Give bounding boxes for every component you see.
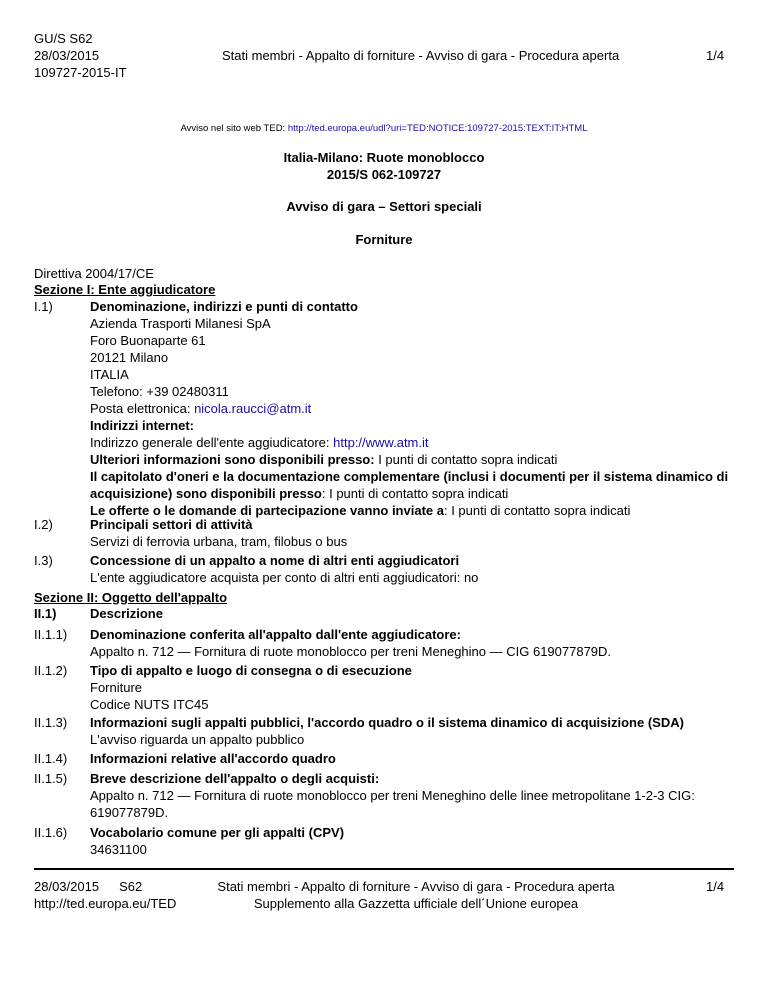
doc-category: Forniture (355, 232, 413, 247)
ii14-title: Informazioni relative all'accordo quadro (90, 751, 336, 766)
org-city: 20121 Milano (90, 350, 169, 365)
i1-content (90, 298, 735, 519)
web-label: Indirizzo generale dell'ente aggiudicatore: (90, 435, 334, 450)
footer-site: http://ted.europa.eu/TED (34, 896, 177, 911)
ii12-title: Tipo di appalto e luogo di consegna o di esecuzione (90, 663, 412, 678)
footer-divider (34, 868, 734, 870)
ted-notice (0, 123, 768, 135)
footer-title: Stati membri - Appalto di forniture - Avviso di gara - Procedura aperta (217, 879, 615, 894)
i3-value: L'ente aggiudicatore acquista per conto di altri enti aggiudicatori: no (90, 570, 479, 585)
ii16-value: 34631100 (90, 842, 147, 857)
ii12-number: II.1.2) (34, 663, 68, 678)
docs-value: : I punti di contatto sopra indicati (321, 486, 509, 501)
directive: Direttiva 2004/17/CE (34, 266, 154, 281)
ii15-number: II.1.5) (34, 771, 68, 786)
offers-label: Le offerte o le domande di partecipazione vanno inviate a (90, 503, 444, 518)
ii1-number: II.1) (34, 606, 57, 621)
i2-value: Servizi di ferrovia urbana, tram, filobus o bus (90, 534, 348, 549)
org-name: Azienda Trasporti Milanesi SpA (90, 316, 271, 331)
org-email-row (90, 400, 735, 417)
ii12-value-2: Codice NUTS ITC45 (90, 697, 209, 712)
i1-title: Denominazione, indirizzi e punti di contatto (90, 299, 358, 314)
header-left (34, 30, 127, 81)
section-i1 (34, 298, 734, 518)
org-country: ITALIA (90, 367, 129, 382)
footer-page: 1/4 (706, 879, 725, 894)
ii12-content (90, 662, 735, 713)
ii14-number: II.1.4) (34, 751, 68, 766)
more-info-row (90, 451, 735, 468)
footer-date-row (34, 878, 176, 895)
i3-number: I.3) (34, 553, 53, 568)
i3-content (90, 552, 735, 586)
doc-ref: 2015/S 062-109727 (326, 167, 442, 182)
email-label: Posta elettronica: (90, 401, 195, 416)
section-2-heading: Sezione II: Oggetto dell'appalto (34, 590, 228, 605)
ii1-title: Descrizione (90, 606, 163, 621)
ii15-value: Appalto n. 712 — Fornitura di ruote monoblocco per treni Meneghino delle linee metropolitane 1-2-3 CIG: 619077879D. (90, 788, 695, 820)
ii16-number: II.1.6) (34, 825, 68, 840)
email-link[interactable]: nicola.raucci@atm.it (194, 401, 312, 416)
ii16-title: Vocabolario comune per gli appalti (CPV) (90, 825, 345, 840)
i2-title: Principali settori di attività (90, 517, 253, 532)
org-street: Foro Buonaparte 61 (90, 333, 206, 348)
docs-label: Il capitolato d'oneri e la documentazione complementare (inclusi i documenti per il sistema dinamico di acquisizione) sono disponibili presso (90, 469, 729, 501)
docs-row (90, 468, 735, 502)
i2-content (90, 516, 735, 550)
internet-label: Indirizzi internet: (90, 418, 194, 433)
footer-subtitle: Supplemento alla Gazzetta ufficiale dell´Unione europea (253, 896, 579, 911)
footer-date: 28/03/2015 (34, 879, 100, 894)
header-page: 1/4 (706, 48, 725, 63)
header-notice-id: 109727-2015-IT (34, 65, 127, 80)
ii12-value-1: Forniture (90, 680, 143, 695)
i3-title: Concessione di un appalto a nome di altri enti aggiudicatori (90, 553, 460, 568)
ii11-content (90, 626, 735, 660)
header-date: 28/03/2015 (34, 48, 100, 63)
i1-number: I.1) (34, 299, 53, 314)
ii11-title: Denominazione conferita all'appalto dall'ente aggiudicatore: (90, 627, 461, 642)
footer-left (34, 878, 176, 912)
org-phone: Telefono: +39 02480311 (90, 384, 229, 399)
i2-number: I.2) (34, 517, 53, 532)
more-info-label: Ulteriori informazioni sono disponibili presso: (90, 452, 375, 467)
web-row (90, 434, 735, 451)
section-1-heading: Sezione I: Ente aggiudicatore (34, 282, 216, 297)
header-title: Stati membri - Appalto di forniture - Avviso di gara - Procedura aperta (222, 48, 620, 63)
web-link[interactable]: http://www.atm.it (333, 435, 429, 450)
footer-center (190, 878, 642, 912)
ii11-number: II.1.1) (34, 627, 68, 642)
ii13-content (90, 714, 735, 748)
ted-prefix: Avviso nel sito web TED: (180, 123, 288, 134)
footer-series: S62 (119, 879, 143, 894)
ii11-value: Appalto n. 712 — Fornitura di ruote monoblocco per treni Meneghino — CIG 619077879D. (90, 644, 612, 659)
doc-type: Avviso di gara – Settori speciali (286, 199, 482, 214)
ted-link[interactable]: http://ted.europa.eu/udl?uri=TED:NOTICE:109727-2015:TEXT:IT:HTML (287, 123, 588, 134)
ii13-title: Informazioni sugli appalti pubblici, l'accordo quadro o il sistema dinamico di acquisizione (SDA) (90, 715, 684, 730)
ii15-title: Breve descrizione dell'appalto o degli acquisti: (90, 771, 380, 786)
ii13-number: II.1.3) (34, 715, 68, 730)
ii13-value: L'avviso riguarda un appalto pubblico (90, 732, 305, 747)
header-ref: GU/S S62 (34, 31, 93, 46)
more-info-value: I punti di contatto sopra indicati (374, 452, 558, 467)
offers-value: : I punti di contatto sopra indicati (443, 503, 631, 518)
doc-title: Italia-Milano: Ruote monoblocco (283, 150, 485, 165)
ii15-content (90, 770, 735, 821)
ii16-content (90, 824, 735, 858)
